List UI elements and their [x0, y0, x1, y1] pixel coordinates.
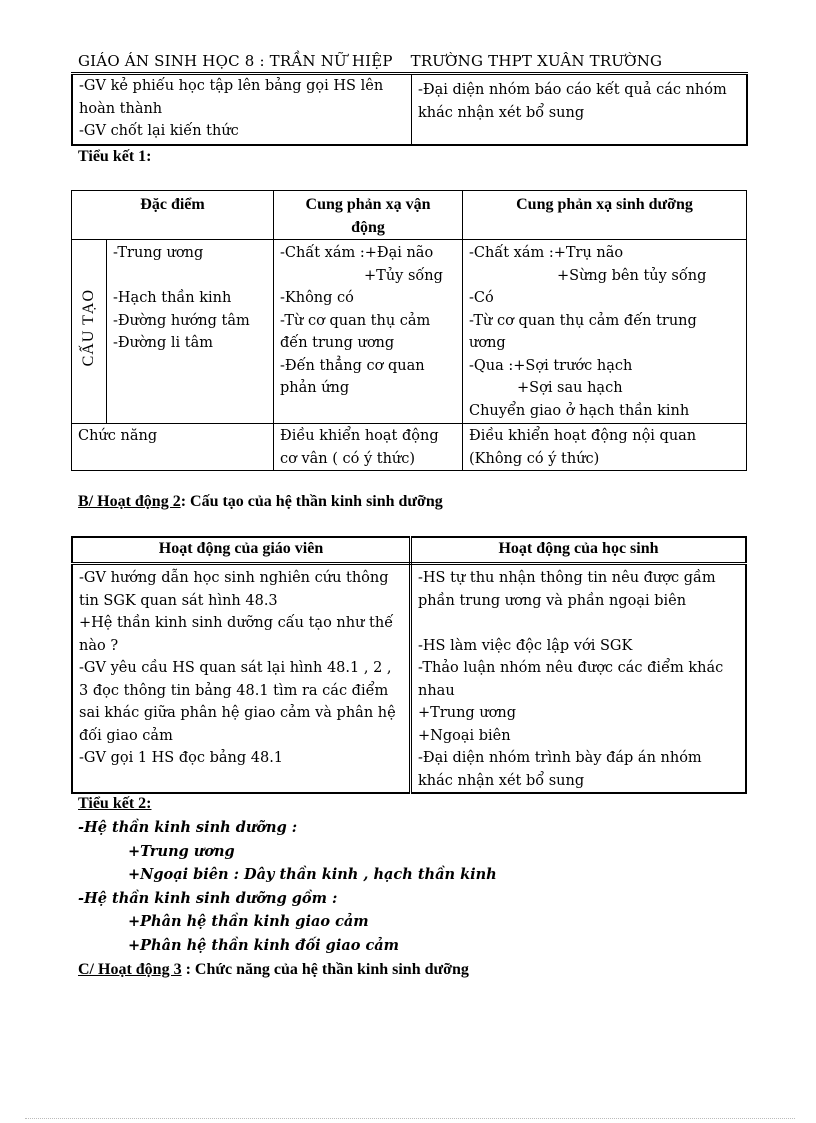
function-autonomic-cell: Điều khiển hoạt động nội quan (Không có ý thức) — [463, 424, 747, 471]
structure-label-cell — [72, 240, 107, 424]
student-activities-cell: -HS tự thu nhận thông tin nêu được gầm phần trung ương và phần ngoại biên -HS làm việc độc lập với SGK -Thảo luận nhóm nêu được các điểm khác nhau +Trung ương +Ngoại biên -Đại diện nhóm trình bày đáp án nhóm khác nhận xét bổ sung — [411, 564, 747, 794]
summary2-line-3: +Ngoại biên : Dây thần kinh , hạch thần kinh — [128, 866, 497, 883]
summary2-line-5: +Phân hệ thần kinh giao cảm — [128, 913, 369, 930]
activity2-table — [71, 536, 747, 794]
top-activity-table — [71, 72, 748, 146]
summary2-line-6: +Phân hệ thần kinh đối giao cảm — [128, 937, 400, 954]
summary1-title: Tiểu kết 1: — [78, 148, 152, 165]
structure-features-cell: -Trung ương -Hạch thần kinh -Đường hướng tâm -Đường li tâm — [107, 240, 274, 424]
teacher-activities-cell: -GV hướng dẫn học sinh nghiên cứu thông tin SGK quan sát hình 48.3 +Hệ thần kinh sinh dưỡng cấu tạo như thế nào ? -GV yêu cầu HS quan sát lại hình 48.1 , 2 , 3 đọc thông tin bảng 48.1 tìm ra các điểm sai khác giữa phân hệ giao cảm và phân hệ đối giao cảm -GV gọi 1 HS đọc bảng 48.1 — [72, 564, 411, 794]
page-header — [78, 50, 662, 73]
structure-label: CẤU TẠO — [79, 289, 97, 367]
structure-autonomic-cell: -Chất xám :+Trụ não +Sừng bên tủy sống -Có -Từ cơ quan thụ cảm đến trung ương -Qua :+Sợi trước hạch +Sợi sau hạch Chuyển giao ở hạch thần kinh — [463, 240, 747, 424]
header-motor-arc: Cung phản xạ vận động — [274, 191, 463, 240]
header-autonomic-arc: Cung phản xạ sinh dưỡng — [463, 191, 747, 240]
header-teacher: Hoạt động của giáo viên — [72, 537, 411, 564]
activity3-heading — [78, 959, 469, 982]
function-motor-cell: Điều khiển hoạt động cơ vân ( có ý thức) — [274, 424, 463, 471]
activity2-label: B/ Hoạt động 2 — [78, 493, 181, 510]
summary2-line-2: +Trung ương — [128, 843, 235, 860]
activity3-label: C/ Hoạt động 3 — [78, 961, 182, 978]
reflex-arc-comparison-table — [71, 190, 747, 471]
top-teacher-cell: -GV kẻ phiếu học tập lên bảng gọi HS lên hoàn thành -GV chốt lại kiến thức — [72, 74, 412, 146]
activity3-title: : Chức năng của hệ thần kinh sinh dưỡng — [181, 961, 469, 978]
summary2-title: Tiểu kết 2: — [78, 795, 152, 812]
header-subject: GIÁO ÁN SINH HỌC 8 : TRẦN NỮ HIỆP — [78, 52, 393, 70]
header-school: TRƯỜNG THPT XUÂN TRƯỜNG — [410, 52, 663, 70]
summary2-line-1: -Hệ thần kinh sinh dưỡng : — [78, 819, 298, 836]
header-feature: Đặc điểm — [72, 191, 274, 240]
function-label-cell: Chức năng — [72, 424, 274, 471]
structure-motor-cell: -Chất xám :+Đại não +Tủy sống -Không có -Từ cơ quan thụ cảm đến trung ương -Đến thẳng cơ quan phản ứng — [274, 240, 463, 424]
activity2-heading — [78, 491, 443, 514]
page-bottom-border — [25, 1118, 795, 1120]
activity2-title: : Cấu tạo của hệ thần kinh sinh dưỡng — [180, 493, 443, 510]
top-student-cell: -Đại diện nhóm báo cáo kết quả các nhóm khác nhận xét bổ sung — [412, 74, 748, 146]
summary2-line-4: -Hệ thần kinh sinh dưỡng gồm : — [78, 890, 338, 907]
header-student: Hoạt động của học sinh — [411, 537, 747, 564]
